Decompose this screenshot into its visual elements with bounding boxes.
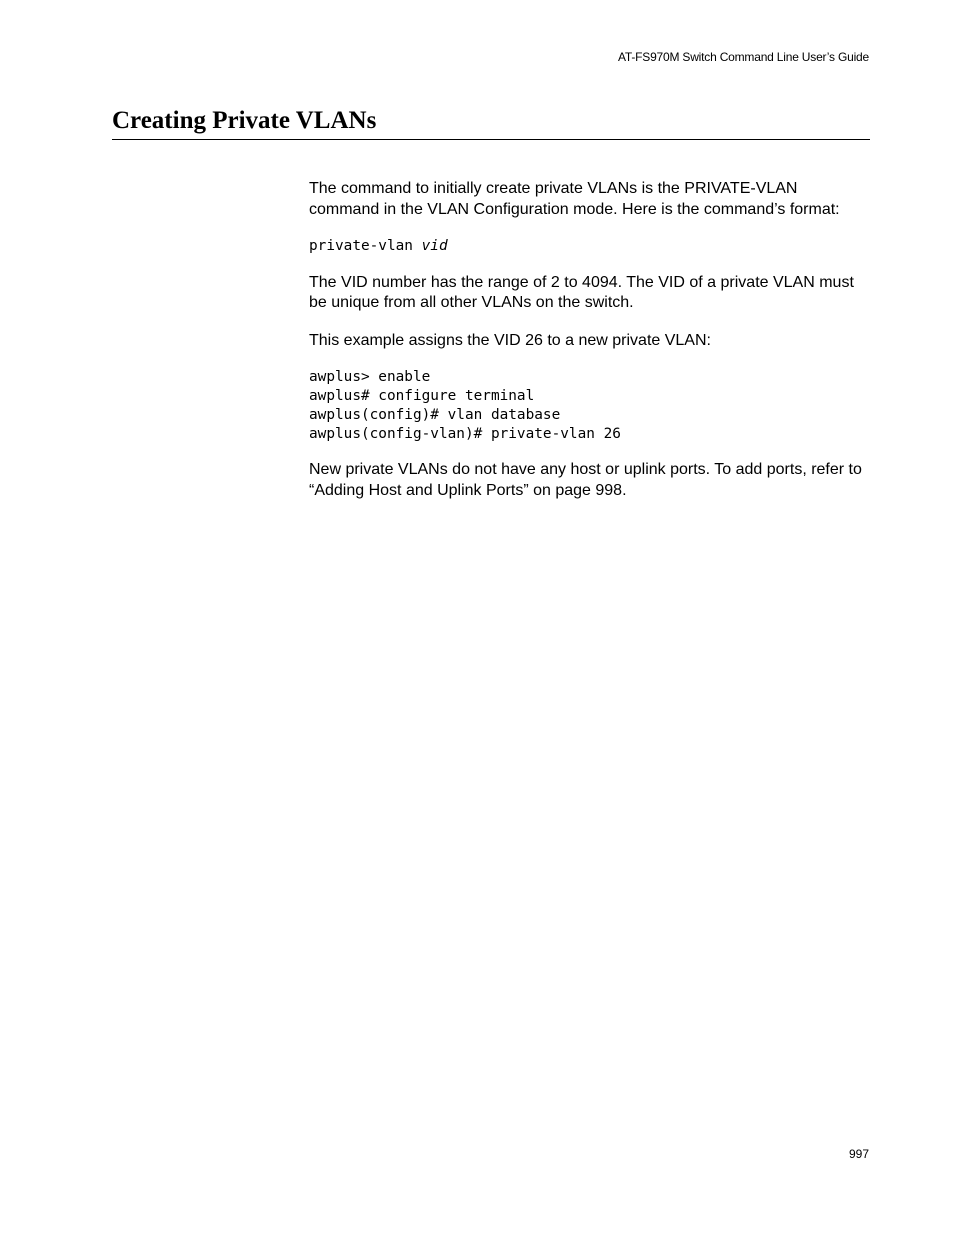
range-paragraph: The VID number has the range of 2 to 4094. The VID of a private VLAN must be unique from all other VLANs on the switch.	[309, 273, 854, 312]
syntax-command: private-vlan	[309, 238, 422, 254]
command-syntax	[309, 237, 869, 256]
code-line: awplus# configure terminal	[309, 388, 535, 405]
ports-paragraph: New private VLANs do not have any host or uplink ports. To add ports, refer to “Adding Host and Uplink Ports” on page 998.	[309, 461, 862, 499]
code-line: awplus(config-vlan)# private-vlan 26	[309, 425, 621, 442]
example-code-block	[309, 368, 869, 443]
section-title: Creating Private VLANs	[112, 107, 870, 140]
code-line: awplus> enable	[309, 369, 431, 386]
section-body	[309, 179, 869, 518]
example-paragraph: This example assigns the VID 26 to a new private VLAN:	[309, 331, 711, 349]
running-header: AT-FS970M Switch Command Line User’s Guide	[617, 50, 869, 64]
syntax-argument: vid	[421, 238, 448, 254]
intro-paragraph: The command to initially create private VLANs is the PRIVATE-VLAN command in the VLAN Configuration mode. Here is the command’s format:	[309, 180, 840, 218]
page-number: 997	[848, 1147, 869, 1161]
code-line: awplus(config)# vlan database	[309, 406, 561, 423]
